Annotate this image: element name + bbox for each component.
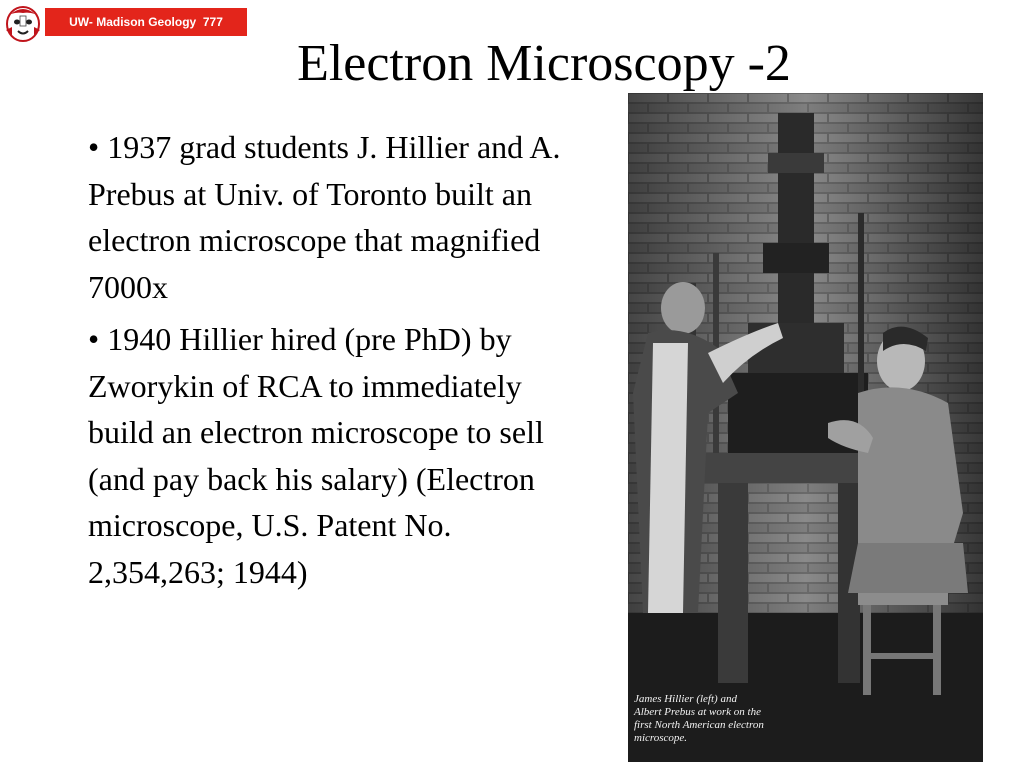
photo-caption	[634, 693, 834, 745]
photo-illustration	[628, 93, 983, 762]
course-badge: UW- Madison Geology 777	[45, 8, 247, 36]
caption-line: Albert Prebus at work on the	[634, 706, 761, 718]
bullet-item-1940: • 1940 Hillier hired (pre PhD) by Zworykin of RCA to immediately build an electron microscope to sell (and pay back his salary) (Electron microscope, U.S. Patent No. 2,354,263; 1944)	[88, 321, 544, 590]
historical-photo	[628, 93, 983, 762]
bullet-list	[88, 124, 588, 595]
caption-line: microscope.	[634, 732, 688, 744]
caption-line: James Hillier (left) and	[634, 693, 737, 705]
slide-title: Electron Microscopy -2	[297, 35, 791, 92]
bullet-item-1937: • 1937 grad students J. Hillier and A. Prebus at Univ. of Toronto built an electron microscope that magnified 7000x	[88, 129, 561, 305]
caption-line: first North American electron	[634, 719, 764, 731]
